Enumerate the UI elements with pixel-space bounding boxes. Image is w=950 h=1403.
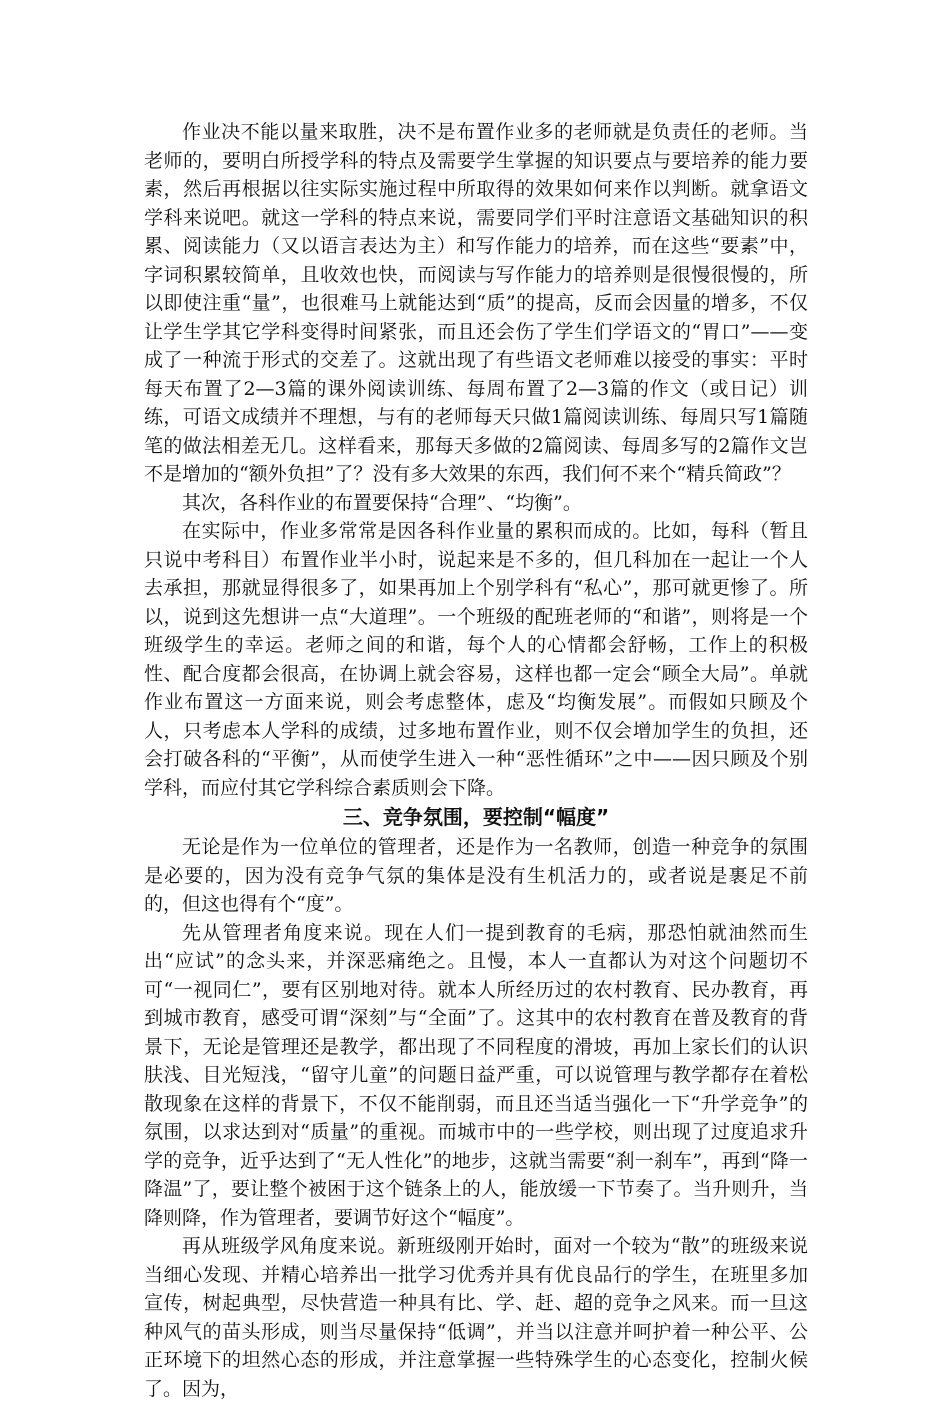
- paragraph-manager-perspective: 先从管理者角度来说。现在人们一提到教育的毛病，那恐怕就油然而生出“应试”的念头来，并深恶痛绝之。且慢，本人一直都认为对这个问题切不可“一视同仁”，要有区别地对待。就本人所经历过的农村教育、民办教育，再到城市教育，感受可谓“深刻”与“全面”了。这其中的农村教育在普及教育的背景下，无论是管理还是教学，都出现了不同程度的滑坡，再加上家长们的认识肤浅、目光短浅，“留守儿童”的问题日益严重，可以说管理与教学都存在着松散现象在这样的背景下，不仅不能削弱，而且还当适当强化一下“升学竞争”的氛围，以求达到对“质量”的重视。而城市中的一些学校，则出现了过度追求升学的竞争，近乎达到了“无人性化”的地步，这就当需要“刹一刹车”，再到“降一降温”了，要让整个被困于这个链条上的人，能放缓一下节奏了。当升则升，当降则降，作为管理者，要调节好这个“幅度”。: [144, 921, 808, 1229]
- paragraph-homework-quantity: 作业决不能以量来取胜，决不是布置作业多的老师就是负责任的老师。当老师的，要明白所授学科的特点及需要学生掌握的知识要点与要培养的能力要素，然后再根据以往实际实施过程中所取得的效果如何来作以判断。就拿语文学科来说吧。就这一学科的特点来说，需要同学们平时注意语文基础知识的积累、阅读能力（又以语言表达为主）和写作能力的培养，而在这些“要素”中，字词积累较简单，且收效也快，而阅读与写作能力的培养则是很慢很慢的，所以即使注重“量”，也很难马上就能达到“质”的提高，反而会因量的增多，不仅让学生学其它学科变得时间紧张，而且还会伤了学生们学语文的“胃口”——变成了一种流于形式的交差了。这就出现了有些语文老师难以接受的事实：平时每天布置了2—3篇的课外阅读训练、每周布置了2—3篇的作文（或日记）训练，可语文成绩并不理想，与有的老师每天只做1篇阅读训练、每周只写1篇随笔的做法相差无几。这样看来，那每天多做的2篇阅读、每周多写的2篇作文岂不是增加的“额外负担”了？没有多大效果的东西，我们何不来个“精兵简政”？: [144, 121, 808, 485]
- paragraph-class-perspective: 再从班级学风角度来说。新班级刚开始时，面对一个较为“散”的班级来说当细心发现、并精心培养出一批学习优秀并具有优良品行的学生，在班里多加宣传，树起典型，尽快营造一种具有比、学、赶、超的竞争之风来。而一旦这种风气的苗头形成，则当尽量保持“低调”，并当以注意并呵护着一种公平、公正环境下的坦然心态的形成，并注意掌握一些特殊学生的心态变化，控制火候了。因为，: [144, 1235, 808, 1400]
- document-page: [144, 118, 808, 1403]
- section-heading: 三、竞争氛围，要控制“幅度”: [342, 805, 610, 829]
- paragraph-balance-intro: 其次，各科作业的布置要保持“合理”、“均衡”。: [182, 491, 582, 514]
- paragraph-competition-intro: 无论是作为一位单位的管理者，还是作为一名教师，创造一种竞争的氛围是必要的，因为没有竞争气氛的集体是没有生机活力的，或者说是裹足不前的，但这也得有个“度”。: [144, 836, 808, 915]
- paragraph-subject-balance: 在实际中，作业多常常是因各科作业量的累积而成的。比如，每科（暂且只说中考科目）布置作业半小时，说起来是不多的，但几科加在一起让一个人去承担，那就显得很多了，如果再加上个别学科有“私心”，那可就更惨了。所以，说到这先想讲一点“大道理”。一个班级的配班老师的“和谐”，则将是一个班级学生的幸运。老师之间的和谐，每个人的心情都会舒畅，工作上的积极性、配合度都会很高，在协调上就会容易，这样也都一定会“顾全大局”。单就作业布置这一方面来说，则会考虑整体，虑及“均衡发展”。而假如只顾及个人，只考虑本人学科的成绩，过多地布置作业，则不仅会增加学生的负担，还会打破各科的“平衡”，从而使学生进入一种“恶性循环”之中——因只顾及个别学科，而应付其它学科综合素质则会下降。: [144, 520, 808, 799]
